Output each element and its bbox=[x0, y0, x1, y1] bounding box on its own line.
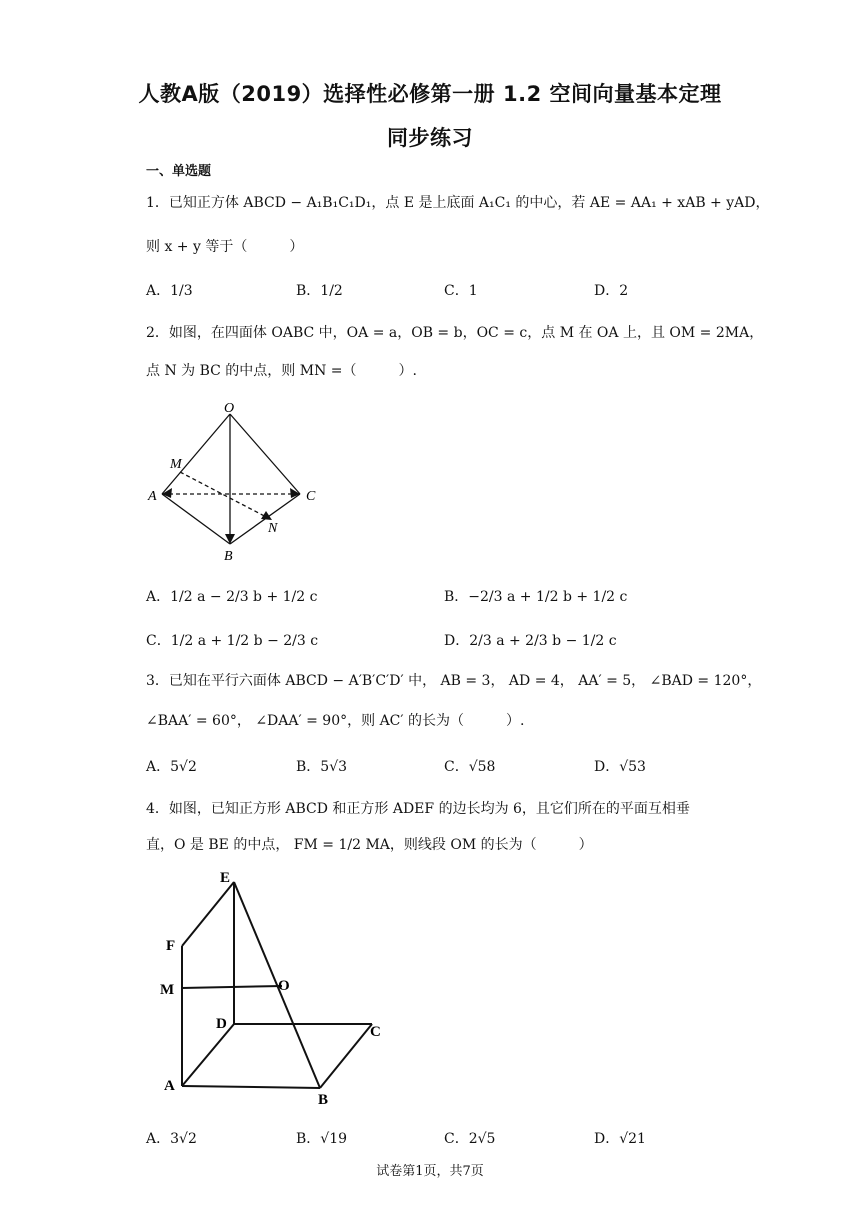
q3-option-c[interactable]: C．√58 bbox=[444, 759, 496, 775]
page-title: 人教A版（2019）选择性必修第一册 1.2 空间向量基本定理 bbox=[138, 82, 722, 106]
q1-option-b[interactable]: B．1/2 bbox=[296, 283, 343, 299]
label-d: D bbox=[216, 1016, 227, 1032]
label-f: F bbox=[166, 938, 176, 954]
q4-option-b[interactable]: B．√19 bbox=[296, 1131, 348, 1147]
q2-stem-line2: 点 N 为 BC 的中点，则 MN =（ ）. bbox=[146, 363, 417, 379]
q1-option-d[interactable]: D．2 bbox=[594, 283, 629, 299]
page-subtitle: 同步练习 bbox=[387, 126, 473, 150]
label-o: O bbox=[224, 401, 235, 416]
q3-stem-line2: ∠BAA′ = 60°， ∠DAA′ = 90°，则 AC′ 的长为（ ）. bbox=[146, 713, 525, 729]
label-c: C bbox=[306, 489, 316, 504]
section-heading: 一、单选题 bbox=[146, 164, 212, 179]
q1-stem-line1: 1．已知正方体 ABCD − A₁B₁C₁D₁，点 E 是上底面 A₁C₁ 的中心，若 AE = AA₁ + xAB + yAD， bbox=[146, 195, 770, 211]
q1-option-c[interactable]: C．1 bbox=[444, 283, 478, 299]
label-m: M bbox=[170, 457, 182, 472]
label-c: C bbox=[370, 1024, 381, 1040]
squares-figure bbox=[150, 866, 400, 1112]
q4-option-c[interactable]: C．2√5 bbox=[444, 1131, 496, 1147]
label-n: N bbox=[268, 521, 278, 536]
tetrahedron-figure bbox=[140, 396, 340, 566]
q2-option-b[interactable]: B．−2/3 a + 1/2 b + 1/2 c bbox=[444, 589, 628, 605]
label-b: B bbox=[224, 549, 233, 564]
label-a: A bbox=[148, 489, 157, 504]
q3-option-d[interactable]: D．√53 bbox=[594, 759, 646, 775]
q4-option-a[interactable]: A．3√2 bbox=[146, 1131, 197, 1147]
label-e: E bbox=[220, 870, 231, 886]
page-footer: 试卷第1页，共7页 bbox=[376, 1164, 484, 1179]
q3-option-b[interactable]: B．5√3 bbox=[296, 759, 348, 775]
label-o: O bbox=[278, 978, 290, 994]
label-a: A bbox=[164, 1078, 175, 1094]
label-m: M bbox=[160, 982, 175, 998]
q2-stem-line1: 2．如图，在四面体 OABC 中，OA = a，OB = b，OC = c，点 M 在 OA 上，且 OM = 2MA， bbox=[146, 325, 764, 341]
q4-stem-line2: 直，O 是 BE 的中点， FM = 1/2 MA，则线段 OM 的长为（ ） bbox=[146, 837, 593, 853]
q2-option-a[interactable]: A．1/2 a − 2/3 b + 1/2 c bbox=[146, 589, 318, 605]
q3-stem-line1: 3．已知在平行六面体 ABCD − A′B′C′D′ 中， AB = 3， AD = 4， AA′ = 5， ∠BAD = 120°， bbox=[146, 673, 762, 689]
q2-option-d[interactable]: D．2/3 a + 2/3 b − 1/2 c bbox=[444, 633, 617, 649]
q4-option-d[interactable]: D．√21 bbox=[594, 1131, 646, 1147]
q4-stem-line1: 4．如图，已知正方形 ABCD 和正方形 ADEF 的边长均为 6，且它们所在的平面互相垂 bbox=[146, 801, 690, 817]
q3-option-a[interactable]: A．5√2 bbox=[146, 759, 197, 775]
q1-stem-line2: 则 x + y 等于（ ） bbox=[146, 239, 304, 255]
q1-option-a[interactable]: A．1/3 bbox=[146, 283, 193, 299]
label-b: B bbox=[318, 1092, 329, 1108]
q2-option-c[interactable]: C．1/2 a + 1/2 b − 2/3 c bbox=[146, 633, 319, 649]
